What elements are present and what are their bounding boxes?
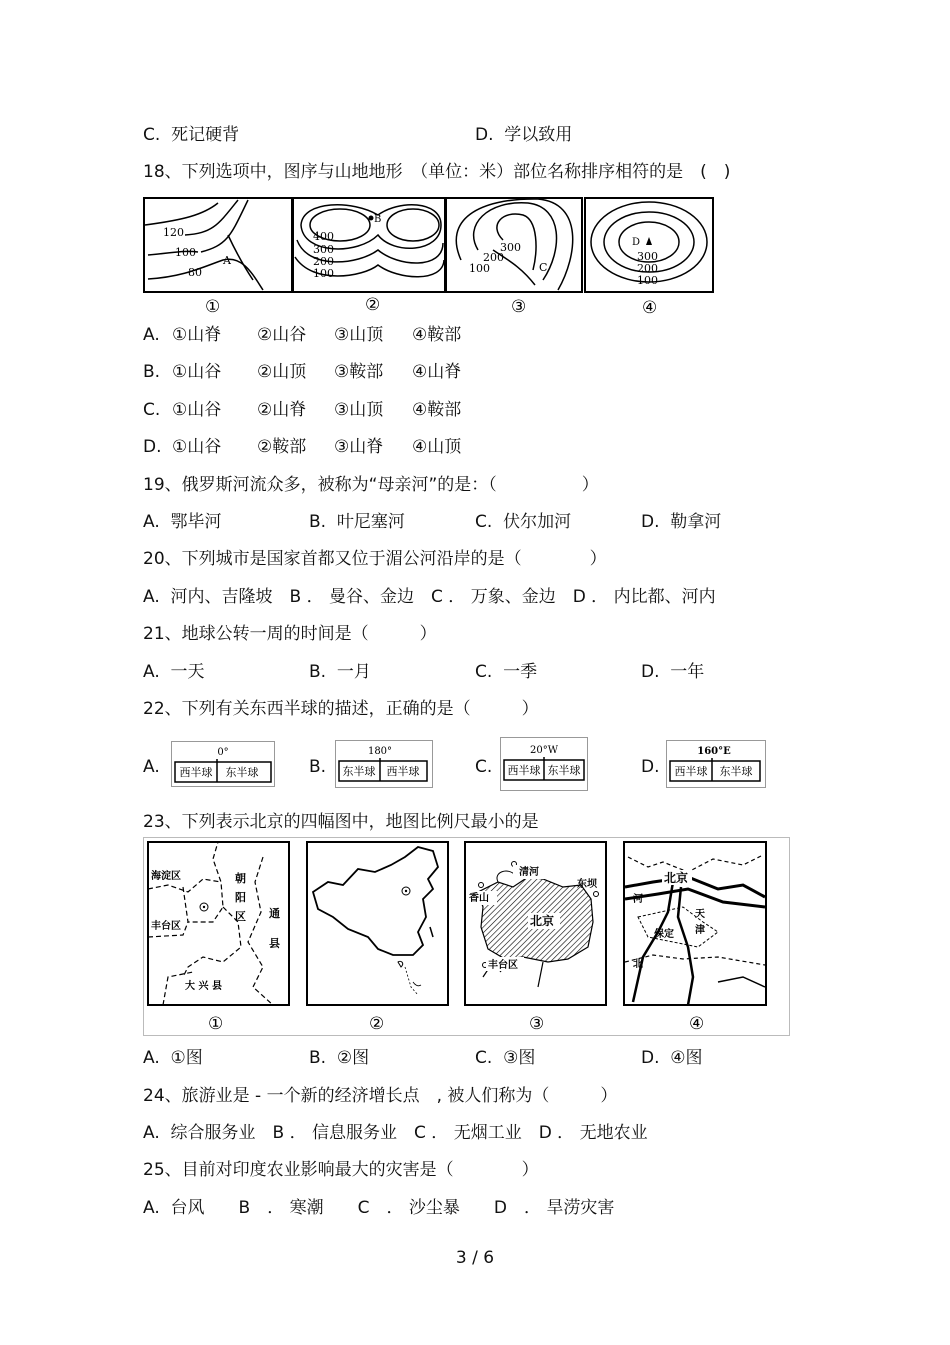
option-item: ④山顶 — [412, 437, 462, 457]
contour-map-1 — [144, 198, 292, 292]
place-label: 保定 — [654, 929, 674, 940]
contour-label: 200 — [637, 262, 658, 275]
place-label: 津 — [695, 925, 705, 936]
q18-contour-figures — [143, 195, 718, 317]
q23-stem: 23、下列表示北京的四幅图中，地图比例尺最小的是 — [143, 812, 539, 832]
point-label: A — [223, 254, 231, 267]
place-label: 香山 — [469, 893, 489, 904]
place-label: 天 — [695, 909, 705, 920]
q25-options: A. 台风 B ． 寒潮 C ． 沙尘暴 D ． 旱涝灾害 — [143, 1198, 615, 1218]
option-letter: C. — [475, 757, 493, 777]
q23-option-b: B. ②图 — [309, 1048, 370, 1068]
contour-label: 300 — [313, 243, 334, 256]
point-label: D — [632, 237, 641, 248]
point-label: C — [539, 261, 548, 274]
place-label: 河 — [633, 894, 643, 905]
beijing-district-map — [148, 842, 289, 1005]
q25-stem: 25、目前对印度农业影响最大的灾害是（ ） — [143, 1160, 539, 1180]
district-label: 大 兴 县 — [185, 981, 222, 992]
q23-option-a: A. ①图 — [143, 1048, 203, 1068]
hemisphere-right: 东半球 — [225, 766, 259, 779]
hemisphere-diagram — [335, 740, 433, 788]
district-label: 区 — [235, 910, 246, 923]
q20-options: A. 河内、吉隆坡 B ． 曼谷、金边 C ． 万象、金边 D ． 内比都、河内 — [143, 587, 716, 607]
hemisphere-diagram — [171, 741, 275, 787]
contour-label: 120 — [163, 226, 184, 239]
option-item: ④山脊 — [412, 362, 462, 382]
point-label: B — [374, 214, 382, 225]
q21-stem: 21、地球公转一周的时间是（ ） — [143, 624, 437, 644]
option-letter: D. — [641, 757, 660, 777]
q20-stem: 20、下列城市是国家首都又位于湄公河沿岸的是（ ） — [143, 549, 607, 569]
hemisphere-left: 东半球 — [342, 765, 376, 778]
option-item: ②鞍部 — [257, 437, 307, 457]
contour-label: 300 — [500, 241, 521, 254]
hemisphere-left: 西半球 — [674, 765, 708, 778]
contour-label: 400 — [313, 230, 334, 243]
option-letter: D. — [143, 437, 162, 457]
place-label: 清河 — [519, 867, 539, 878]
contour-label: 100 — [637, 274, 658, 287]
q17-option-d: D. 学以致用 — [475, 125, 573, 145]
q19-option-d: D. 勒拿河 — [641, 512, 722, 532]
option-item: ④鞍部 — [412, 400, 462, 420]
option-item: ①山脊 — [172, 325, 222, 345]
option-letter: C. — [143, 400, 161, 420]
contour-label: 80 — [188, 266, 202, 279]
q18-stem: 18、下列选项中，图序与山地地形 （单位：米）部位名称排序相符的是 ( ) — [143, 162, 731, 182]
q22-stem: 22、下列有关东西半球的描述，正确的是（ ） — [143, 699, 539, 719]
option-item: ①山谷 — [172, 437, 222, 457]
option-item: ③山顶 — [334, 325, 384, 345]
district-label: 朝 — [235, 872, 246, 885]
china-outline-map — [307, 842, 448, 1005]
figure-number: ③ — [511, 297, 527, 317]
map-number: ③ — [529, 1014, 545, 1034]
q19-stem: 19、俄罗斯河流众多，被称为“母亲河”的是：（ ） — [143, 475, 599, 495]
option-letter: B. — [143, 362, 161, 382]
q17-option-c: C. 死记硬背 — [143, 125, 240, 145]
place-label: 丰台区 — [488, 960, 518, 971]
hemisphere-right: 西半球 — [386, 765, 420, 778]
beijing-city-map — [465, 842, 606, 1005]
district-label: 县 — [269, 937, 280, 950]
page-number: 3 / 6 — [455, 1248, 495, 1268]
place-label: 东坝 — [577, 879, 597, 890]
meridian-label: 20°W — [529, 745, 559, 756]
figure-number: ① — [205, 297, 221, 317]
map-number: ① — [208, 1014, 224, 1034]
contour-label: 100 — [469, 262, 490, 275]
option-item: ③鞍部 — [334, 362, 384, 382]
q21-option-b: B. 一月 — [309, 662, 371, 682]
place-label: 北京 — [664, 871, 689, 885]
option-item: ②山脊 — [257, 400, 307, 420]
district-label: 通 — [269, 907, 280, 920]
option-letter: A. — [143, 757, 160, 777]
q19-option-b: B. 叶尼塞河 — [309, 512, 405, 532]
option-item: ③山脊 — [334, 437, 384, 457]
figure-number: ④ — [642, 298, 658, 317]
option-item: ④鞍部 — [412, 325, 462, 345]
meridian-label: 0° — [217, 747, 229, 758]
hemisphere-right: 东半球 — [719, 765, 753, 778]
contour-map-2 — [293, 198, 445, 292]
q19-option-a: A. 鄂毕河 — [143, 512, 222, 532]
district-label: 丰台区 — [151, 921, 181, 932]
q21-option-d: D. 一年 — [641, 662, 705, 682]
q23-option-d: D. ④图 — [641, 1048, 703, 1068]
q23-map-figures — [143, 837, 791, 1037]
beijing-region-map — [624, 842, 766, 1005]
map-number: ④ — [689, 1014, 705, 1034]
contour-label: 200 — [483, 251, 504, 264]
option-item: ②山顶 — [257, 362, 307, 382]
q24-options: A. 综合服务业 B ． 信息服务业 C ． 无烟工业 D ． 无地农业 — [143, 1123, 648, 1143]
q24-stem: 24、旅游业是 - 一个新的经济增长点 , 被人们称为（ ） — [143, 1086, 618, 1106]
option-item: ②山谷 — [257, 325, 307, 345]
q19-option-c: C. 伏尔加河 — [475, 512, 572, 532]
q23-option-c: C. ③图 — [475, 1048, 536, 1068]
option-item: ①山谷 — [172, 400, 222, 420]
hemisphere-diagram — [666, 740, 766, 788]
contour-label: 200 — [313, 255, 334, 268]
q21-option-a: A. 一天 — [143, 662, 205, 682]
figure-number: ② — [365, 295, 381, 315]
hemisphere-left: 西半球 — [179, 766, 213, 779]
district-label: 海淀区 — [151, 871, 181, 882]
place-label: 北 — [633, 959, 643, 970]
meridian-label: 180° — [367, 746, 393, 757]
map-number: ② — [369, 1014, 385, 1034]
option-letter: A. — [143, 325, 160, 345]
q21-option-c: C. 一季 — [475, 662, 538, 682]
contour-map-4 — [585, 198, 713, 292]
hemisphere-right: 东半球 — [547, 764, 581, 777]
contour-map-3 — [446, 198, 582, 292]
contour-label: 300 — [637, 250, 658, 263]
place-label: 北京 — [530, 914, 555, 928]
hemisphere-diagram — [500, 737, 588, 791]
district-label: 阳 — [235, 891, 246, 904]
contour-label: 100 — [175, 246, 196, 259]
option-item: ③山顶 — [334, 400, 384, 420]
meridian-label: 160°E — [697, 746, 731, 757]
option-letter: B. — [309, 757, 327, 777]
contour-label: 100 — [313, 267, 334, 280]
option-item: ①山谷 — [172, 362, 222, 382]
hemisphere-left: 西半球 — [507, 764, 541, 777]
